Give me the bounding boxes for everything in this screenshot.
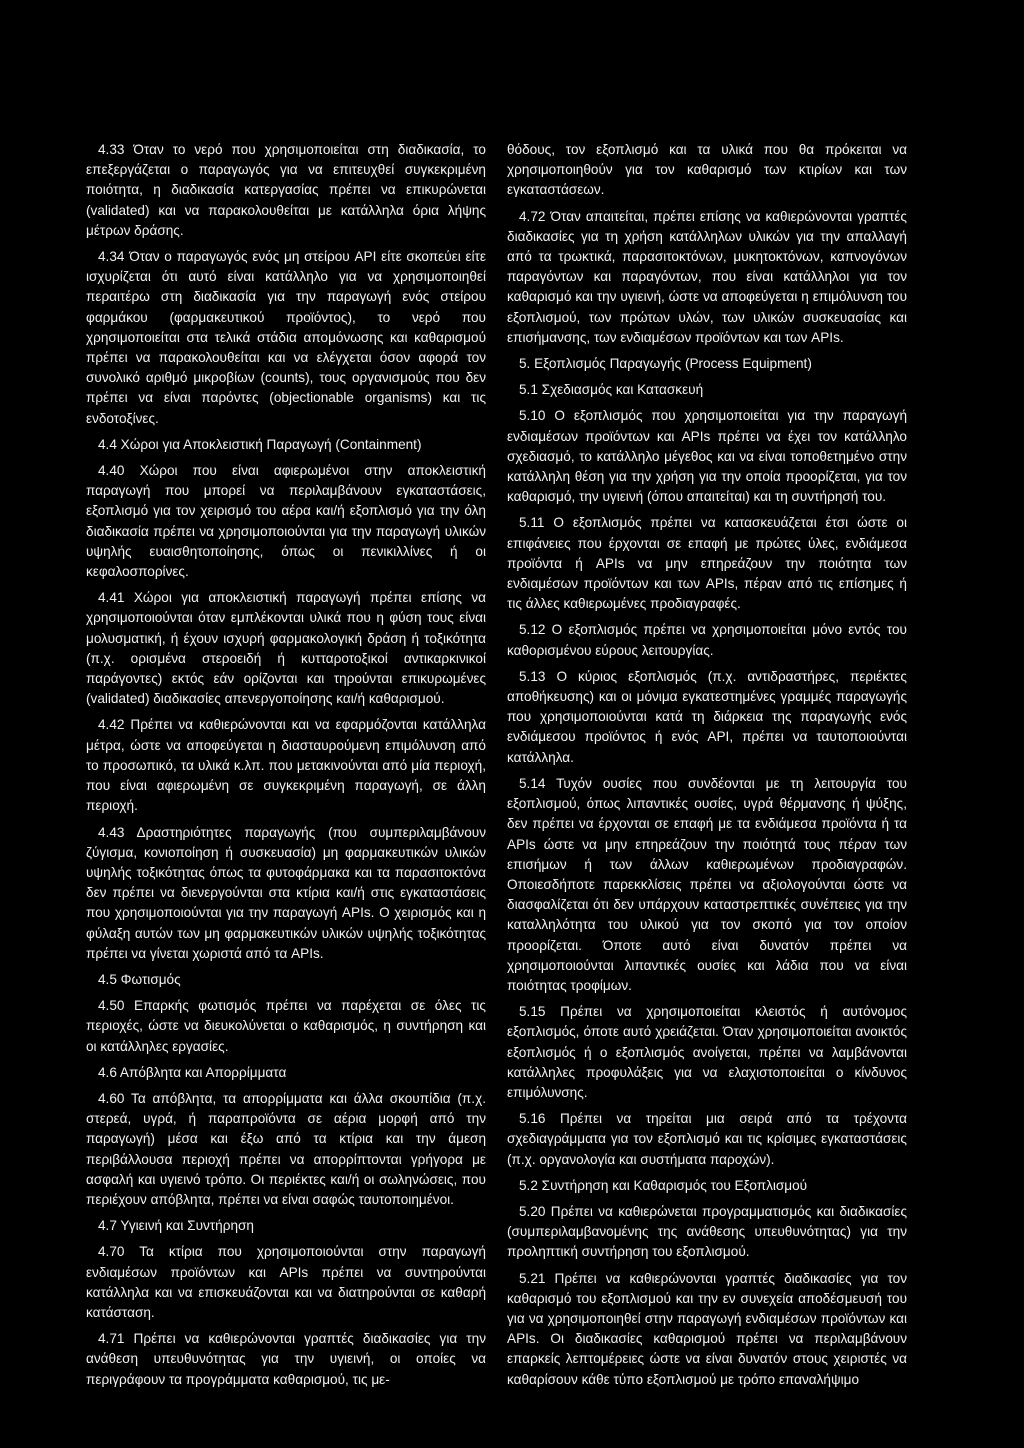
heading-4-6: 4.6 Απόβλητα και Απορρίμματα (98, 1064, 287, 1080)
left-column (86, 140, 486, 1396)
right-column (507, 140, 907, 1396)
paragraph-4-34: 4.34 Όταν ο παραγωγός ενός μη στείρου API είτε σκοπεύει είτε ισχυρίζεται ότι αυτό είναι κατάλληλο για να χρησιμοποιηθεί περαιτέρω στη διαδικασία για την παραγωγή ενός στείρου φαρμάκου (φαρμακευτικού προϊόντος), το νερό που χρησιμοποιείται στα τελικά στάδια απομόνωσης και καθαρισμού πρέπει να παρακολουθείται και να ελέγχεται όσον αφορά τον συνολικό αριθμό μικροβίων (counts), τους οργανισμούς που δεν πρέπει να είναι παρόντες (objectionable organisms) και τις ενδοτοξίνες. (86, 249, 486, 426)
paragraph-4-71-continued: θόδους, τον εξοπλισμό και τα υλικά που θα πρόκειται να χρησιμοποιηθούν για τον καθαρισμό των κτιρίων και των εγκαταστάσεων. (507, 142, 907, 198)
paragraph-4-43: 4.43 Δραστηριότητες παραγωγής (που συμπεριλαμβάνουν ζύγισμα, κονιοποίηση ή συσκευασία) μη φαρμακευτικών υλικών υψηλής τοξικότητας όπως τα φυτοφάρμακα και τα παρασιτοκτόνα δεν πρέπει να διενεργούνται στα κτίρια και/ή στις εγκαταστάσεις που χρησιμοποιούνται για την παραγωγή APIs. Ο χειρισμός και η φύλαξη αυτών των μη φαρμακευτικών υλικών υψηλής τοξικότητας πρέπει να γίνεται χωριστά από τα APIs. (86, 824, 486, 961)
paragraph-5-21: 5.21 Πρέπει να καθιερώνονται γραπτές διαδικασίες για τον καθαρισμό του εξοπλισμού και την εν συνεχεία αποδέσμευσή του για να χρησιμοποιηθεί στην παραγωγή ενδιαμέσων προϊόντων και APIs. Οι διαδικασίες καθαρισμού πρέπει να περιλαμβάνουν επαρκείς λεπτομέρειες ώστε να είναι δυνατόν στους χειριστές να καθαρίσουν κάθε τύπο εξοπλισμού με τρόπο επαναλήψιμο (507, 1270, 907, 1387)
paragraph-5-13: 5.13 Ο κύριος εξοπλισμός (π.χ. αντιδραστήρες, περιέκτες αποθήκευσης) και οι μόνιμα εγκατεστημένες γραμμές παραγωγής που χρησιμοποιούνται κατά τη διάρκεια της παραγωγής ενός ενδιάμεσου προϊόντος ή ενός API, πρέπει να ταυτοποιούνται κατάλληλα. (507, 668, 907, 765)
paragraph-5-10: 5.10 Ο εξοπλισμός που χρησιμοποιείται για την παραγωγή ενδιαμέσων προϊόντων και APIs πρέπει να έχει τον κατάλληλο σχεδιασμό, το κατάλληλο μέγεθος και να είναι τοποθετημένο στην κατάλληλη θέση για την χρήση για την οποία προορίζεται, για τον καθαρισμό, την υγιεινή (όπου απαιτείται) και τη συντήρησή του. (507, 408, 907, 505)
paragraph-5-20: 5.20 Πρέπει να καθιερώνεται προγραμματισμός και διαδικασίες (συμπεριλαμβανομένης της ανάθεσης υπευθυνότητας) για την προληπτική συντήρηση του εξοπλισμού. (507, 1203, 907, 1260)
paragraph-4-60: 4.60 Τα απόβλητα, τα απορρίμματα και άλλα σκουπίδια (π.χ. στερεά, υγρά, ή παραπροϊόντα σε αέρια μορφή από την παραγωγή) μέσα και έξω από τα κτίρια και την άμεση περιβάλλουσα περιοχή πρέπει να απορρίπτονται γρήγορα με ασφαλή και υγιεινό τρόπο. Οι περιέκτες και/ή οι σωληνώσεις, που περιέχουν απόβλητα, πρέπει να είναι σαφώς ταυτοποιημένοι. (86, 1090, 486, 1207)
paragraph-5-11: 5.11 Ο εξοπλισμός πρέπει να κατασκευάζεται έτσι ώστε οι επιφάνειες που έρχονται σε επαφή με πρώτες ύλες, ενδιάμεσα προϊόντα ή APIs να μην επηρεάζουν την ποιότητα των ενδιαμέσων προϊόντων και των APIs, πέραν από τις επίσημες ή τις άλλες καθιερωμένες προδιαγραφές. (507, 515, 907, 612)
paragraph-4-70: 4.70 Τα κτίρια που χρησιμοποιούνται στην παραγωγή ενδιαμέσων προϊόντων και APIs πρέπει να συντηρούνται κατάλληλα και να επισκευάζονται και να διατηρούνται σε καθαρή κατάσταση. (86, 1244, 486, 1320)
heading-4-4: 4.4 Χώροι για Αποκλειστική Παραγωγή (Containment) (98, 436, 422, 452)
paragraph-4-41: 4.41 Χώροι για αποκλειστική παραγωγή πρέπει επίσης να χρησιμοποιούνται όταν εμπλέκονται υλικά που η φύση τους είναι μολυσματική, ή έχουν ισχυρή φαρμακολογική δράση ή τοξικότητα (π.χ. ορισμένα στεροειδή ή κυτταροτοξικοί αντικαρκινικοί παράγοντες) εκτός εάν ορίζονται και τηρούνται επικυρωμένες (validated) διαδικασίες απενεργοποίησης και/ή καθαρισμού. (86, 590, 486, 707)
paragraph-4-50: 4.50 Επαρκής φωτισμός πρέπει να παρέχεται σε όλες τις περιοχές, ώστε να διευκολύνεται ο καθαρισμός, η συντήρηση και οι κατάλληλες εργασίες. (86, 998, 486, 1054)
heading-4-7: 4.7 Υγιεινή και Συντήρηση (98, 1218, 254, 1234)
paragraph-5-15: 5.15 Πρέπει να χρησιμοποιείται κλειστός ή αυτόνομος εξοπλισμός, όποτε αυτό χρειάζεται. Όταν χρησιμοποιείται ανοικτός εξοπλισμός ή ο εξοπλισμός ανοίγεται, πρέπει να λαμβάνονται κατάλληλες προφυλάξεις για να ελαχιστοποιείται ο κίνδυνος επιμόλυνσης. (507, 1004, 907, 1100)
paragraph-4-33: 4.33 Όταν το νερό που χρησιμοποιείται στη διαδικασία, το επεξεργάζεται ο παραγωγός για να επιτευχθεί συγκεκριμένη ποιότητα, η διαδικασία κατεργασίας πρέπει να επικυρώνεται (validated) και να παρακολουθείται με κατάλληλα όρια λήψης μέτρων δράσης. (86, 142, 486, 238)
paragraph-5-16: 5.16 Πρέπει να τηρείται μια σειρά από τα τρέχοντα σχεδιαγράμματα για τον εξοπλισμό και τις κρίσιμες εγκαταστάσεις (π.χ. οργανολογία και συστήματα παροχών). (507, 1111, 907, 1167)
heading-5-1: 5.1 Σχεδιασμός και Κατασκευή (519, 382, 704, 398)
paragraph-4-71: 4.71 Πρέπει να καθιερώνονται γραπτές διαδικασίες για την ανάθεση υπευθυνότητας για την υγιεινή, οι οποίες να περιγράφουν τα προγράμματα καθαρισμού, τις με- (86, 1331, 486, 1387)
paragraph-5-12: 5.12 Ο εξοπλισμός πρέπει να χρησιμοποιείται μόνο εντός του καθορισμένου εύρους λειτουργίας. (507, 622, 907, 658)
paragraph-5-14: 5.14 Τυχόν ουσίες που συνδέονται με τη λειτουργία του εξοπλισμού, όπως λιπαντικές ουσίες, υγρά θέρμανσης ή ψύξης, δεν πρέπει να έρχονται σε επαφή με τα ενδιάμεσα προϊόντα ή τα APIs ώστε να μην επηρεάζουν την ποιότητά τους πέραν των επισήμων ή των άλλων καθιερωμένων προδιαγραφών. Οποιεσδήποτε παρεκκλίσεις πρέπει να αξιολογούνται ώστε να διασφαλίζεται ότι δεν υπάρχουν καταστρεπτικές συνέπειες για την καταλληλότητα του υλικού για τον σκοπό για τον οποίον προορίζεται. Όποτε αυτό είναι δυνατόν πρέπει να χρησιμοποιούνται λιπαντικές ουσίες και λάδια που να είναι ποιότητας τροφίμων. (507, 775, 907, 993)
heading-5: 5. Εξοπλισμός Παραγωγής (Process Equipment) (519, 356, 812, 372)
paragraph-4-42: 4.42 Πρέπει να καθιερώνονται και να εφαρμόζονται κατάλληλα μέτρα, ώστε να αποφεύγεται η διασταυρούμενη επιμόλυνση από το προσωπικό, τα υλικά κ.λπ. που μετακινούνται από μία περιοχή, που είναι αφιερωμένη σε συγκεκριμένη παραγωγή, σε άλλη περιοχή. (86, 717, 486, 814)
heading-4-5: 4.5 Φωτισμός (98, 971, 181, 987)
paragraph-4-40: 4.40 Χώροι που είναι αφιερωμένοι στην αποκλειστική παραγωγή που μπορεί να περιλαμβάνουν εγκαταστάσεις, εξοπλισμό για τον χειρισμό του αέρα και/ή εξοπλισμό για την όλη διαδικασία πρέπει να χρησιμοποιούνται για την παραγωγή υλικών υψηλής ευαισθητοποίησης, όπως οι πενικιλλίνες ή οι κεφαλοσπορίνες. (86, 463, 486, 580)
heading-5-2: 5.2 Συντήρηση και Καθαρισμός του Εξοπλισμού (519, 1177, 808, 1193)
paragraph-4-72: 4.72 Όταν απαιτείται, πρέπει επίσης να καθιερώνονται γραπτές διαδικασίες για τη χρήση κατάλληλων υλικών για την απαλλαγή από τα τρωκτικά, παρασιτοκτόνων, μυκητοκτόνων, καπνογόνων παραγόντων και παραγόντων, που είναι κατάλληλοι για τον καθαρισμό και την υγιεινή, ώστε να αποφεύγεται η επιμόλυνση του εξοπλισμού, των πρώτων υλών, των υλικών συσκευασίας και επισήμανσης, των ενδιαμέσων προϊόντων και των APIs. (507, 208, 907, 345)
